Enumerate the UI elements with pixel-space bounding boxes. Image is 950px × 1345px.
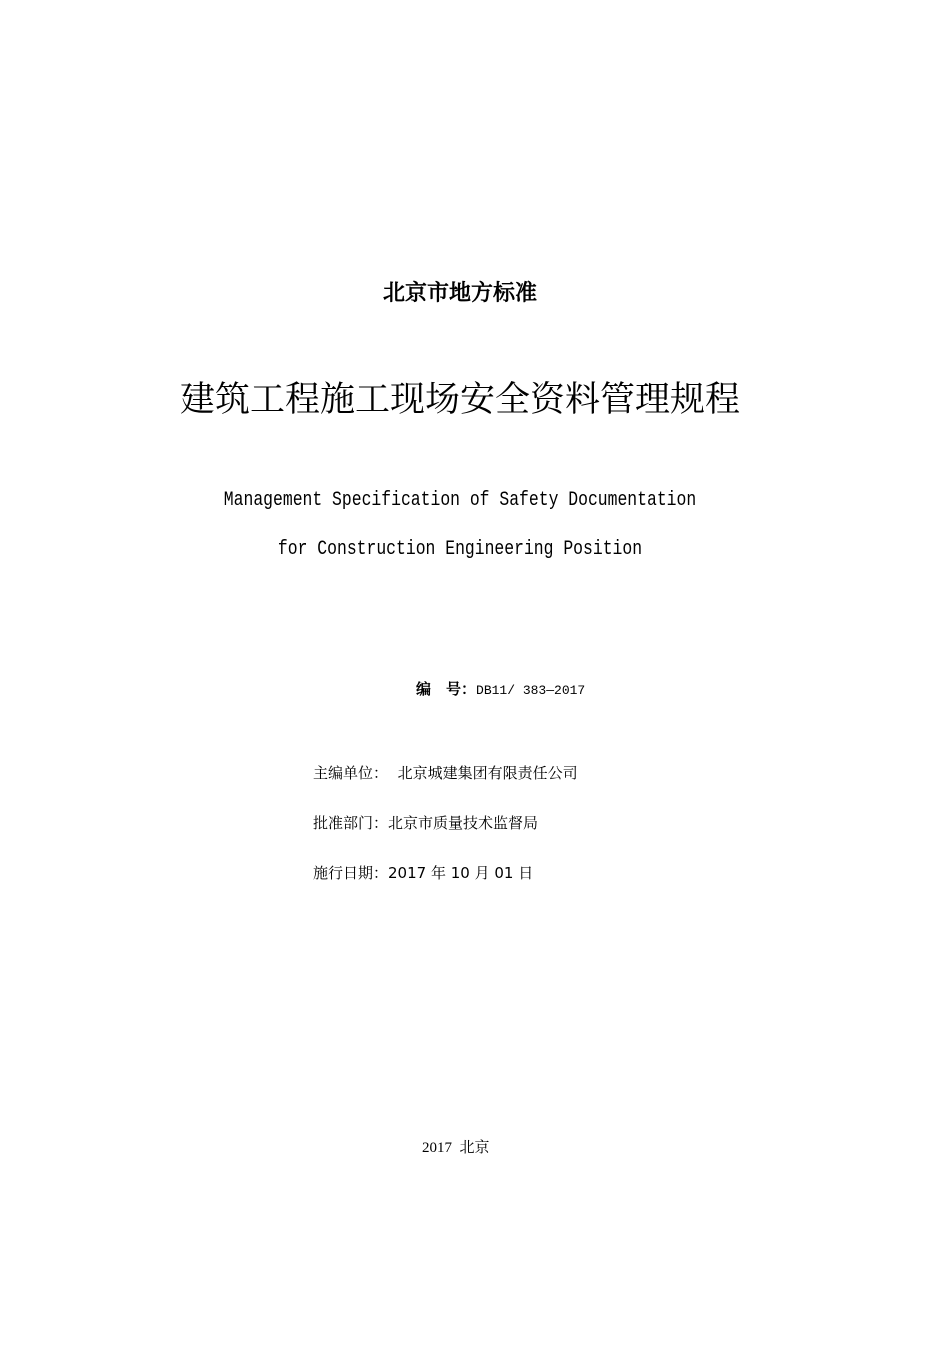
- dept-label: 批准部门：: [313, 814, 389, 832]
- effective-date: [313, 862, 533, 883]
- code-label: 编 号：: [416, 680, 477, 698]
- standard-type: 北京市地方标准: [382, 281, 537, 306]
- date-label: 施行日期：: [313, 864, 389, 882]
- footer-year: 2017: [422, 1140, 452, 1156]
- approval-dept: [313, 812, 538, 833]
- org-value: 北京城建集团有限责任公司: [397, 764, 578, 782]
- english-title-line2: for Construction Engineering Position: [277, 538, 643, 561]
- document-title: 建筑工程施工现场安全资料管理规程: [179, 380, 740, 420]
- dept-value: 北京市质量技术监督局: [388, 814, 539, 832]
- code-value: DB11/ 383—2017: [476, 683, 586, 698]
- org-label: 主编单位：: [313, 764, 389, 782]
- date-value: 2017 年 10 月 01 日: [388, 864, 534, 882]
- english-title-line1: Management Specification of Safety Documentation: [223, 489, 697, 512]
- footer-place: 北京: [459, 1138, 490, 1156]
- standard-code: [416, 678, 585, 699]
- editor-org: [313, 762, 578, 783]
- footer: [422, 1136, 490, 1157]
